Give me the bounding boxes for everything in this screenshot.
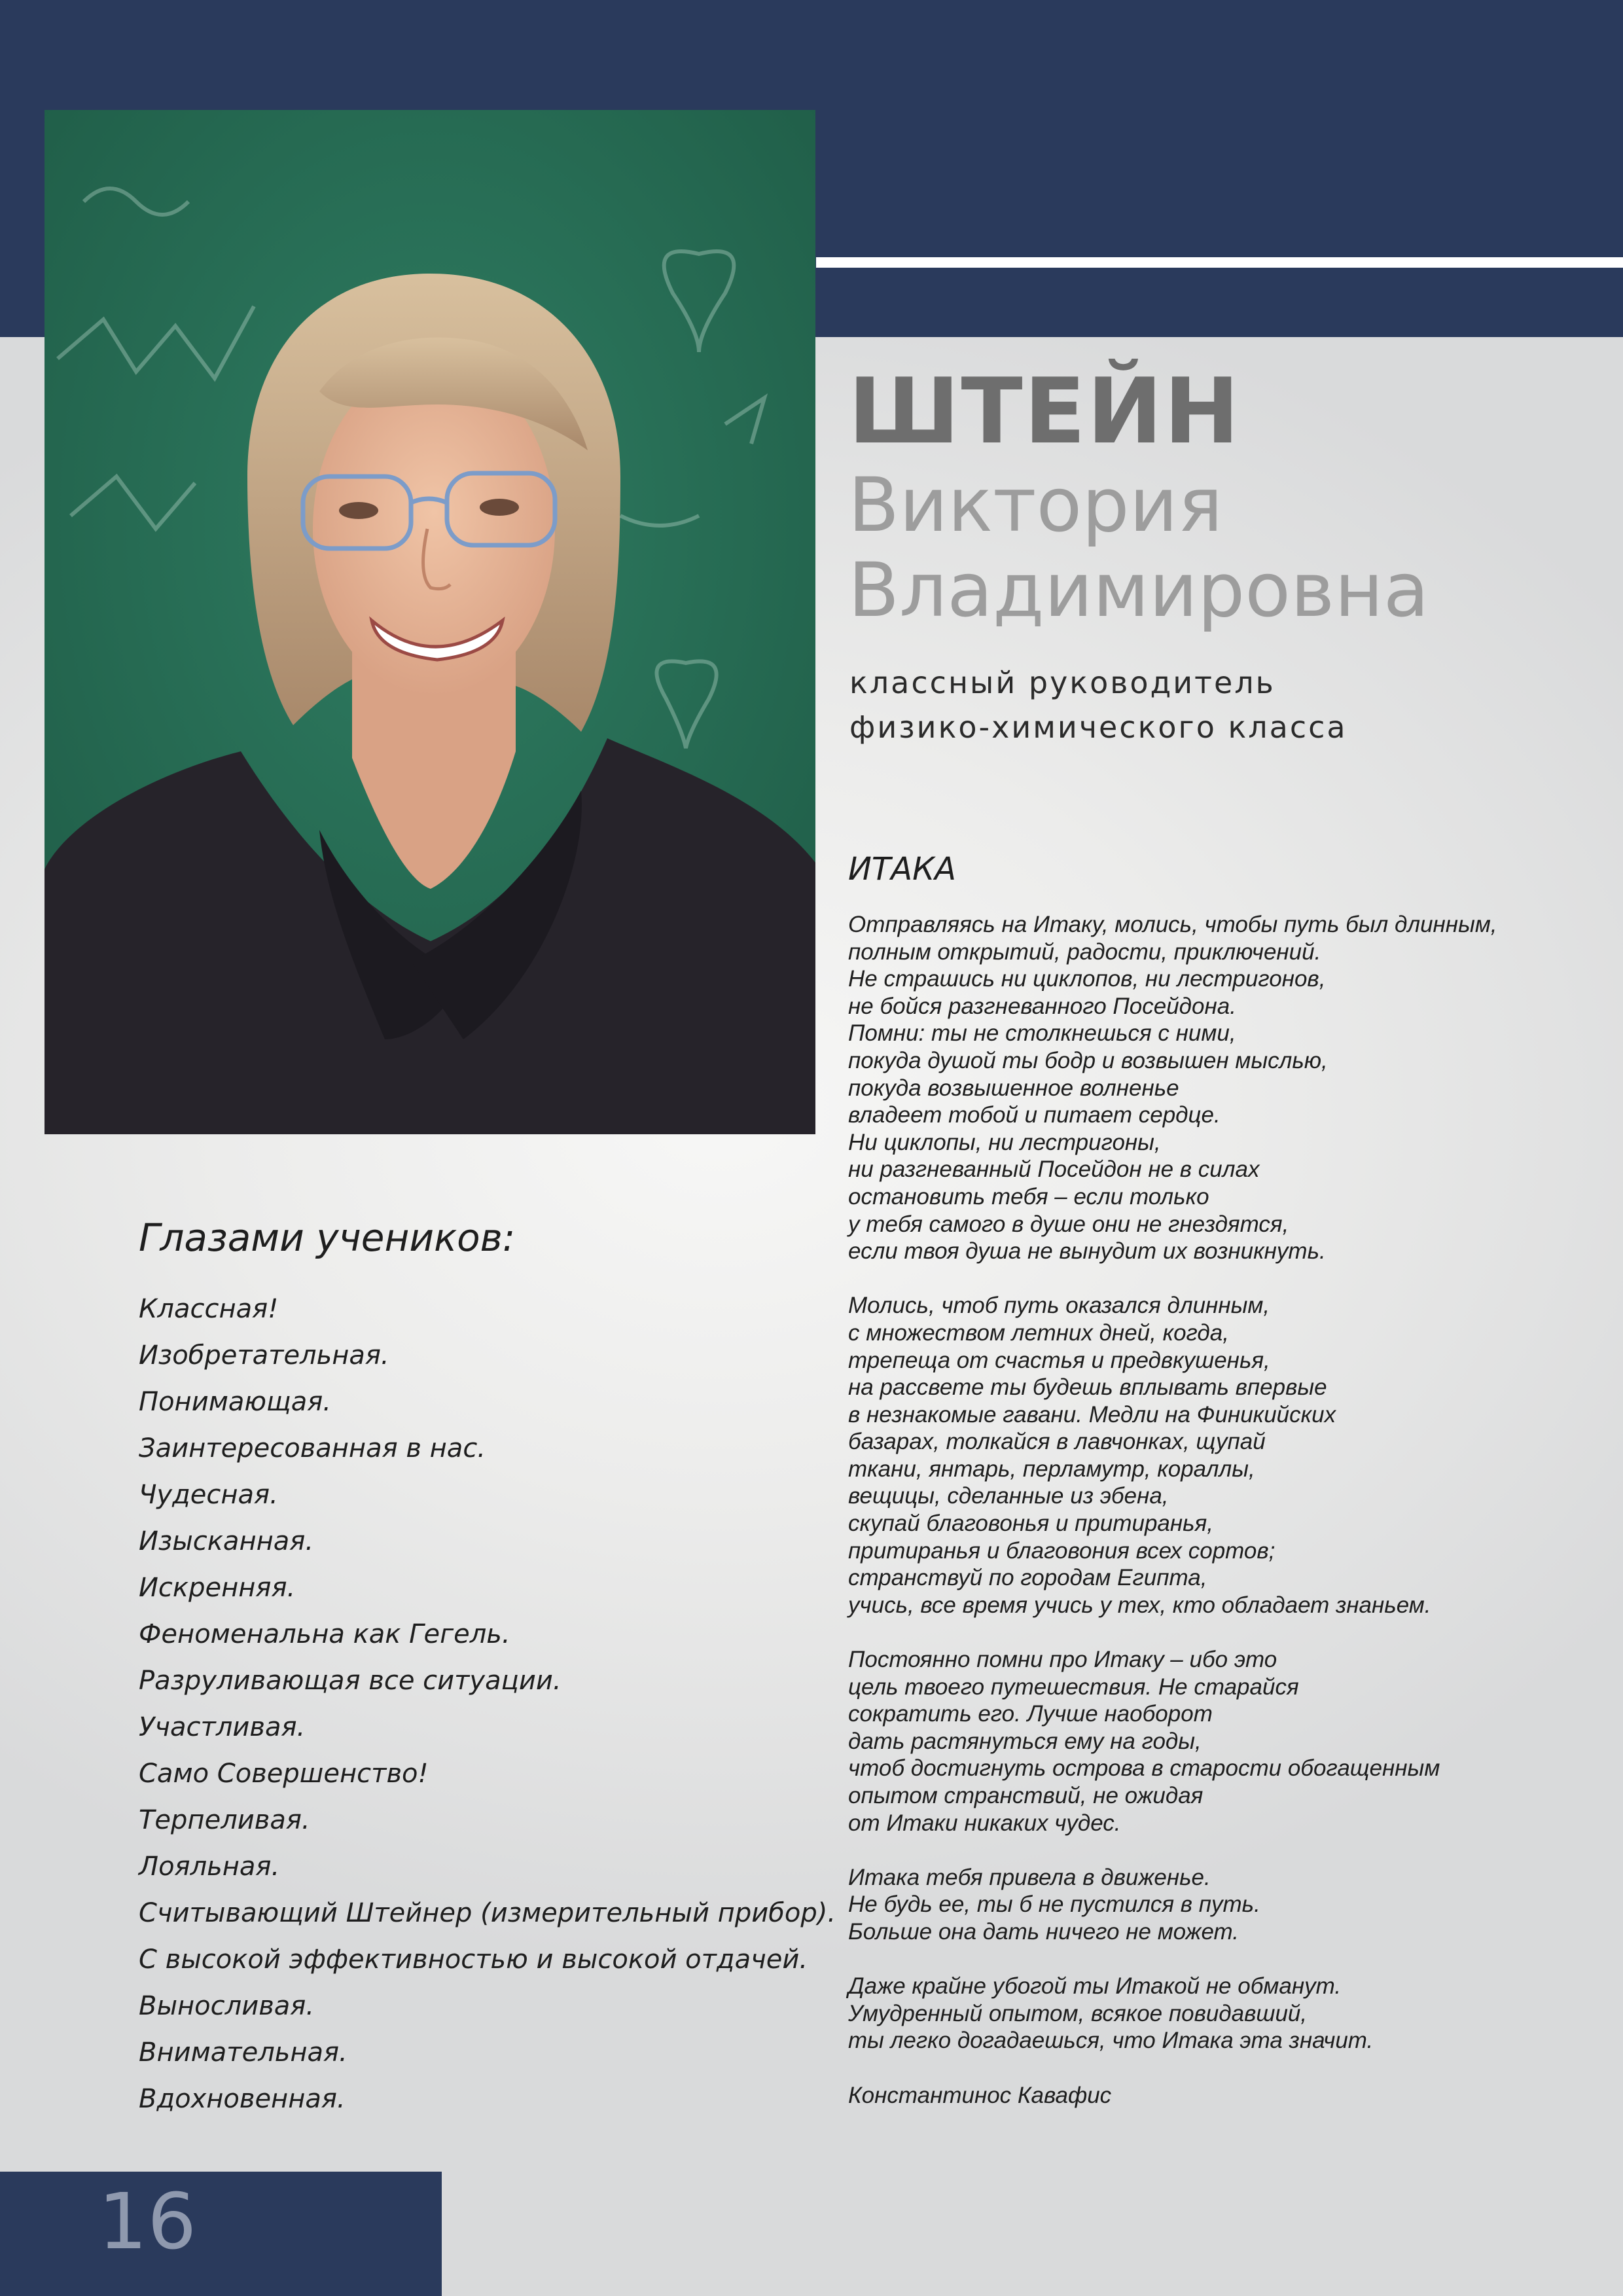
students-list-item: Участливая. (139, 1712, 306, 1742)
given-name: Виктория (848, 461, 1223, 548)
poem-line: на рассвете ты будешь вплывать впервые (848, 1374, 1327, 1401)
students-list-item: Лояльная. (139, 1852, 280, 1882)
header-stripe (816, 257, 1623, 268)
poem-line: полным открытий, радости, приключений. (848, 939, 1321, 965)
students-list-item: Чудесная. (139, 1480, 278, 1510)
poem-stanza (848, 1973, 1607, 2054)
poem-line: покуда возвышенное волненье (848, 1075, 1179, 1101)
students-title: Глазами учеников: (139, 1215, 516, 1260)
poem-line: учись, все время учись у тех, кто обладает знаньем. (848, 1592, 1431, 1618)
students-list-item: С высокой эффективностью и высокой отдачей. (139, 1945, 808, 1975)
students-list-item: Само Совершенство! (139, 1759, 429, 1789)
students-list (139, 1286, 836, 2123)
students-list-item: Считывающий Штейнер (измерительный прибор). (139, 1898, 836, 1928)
students-list-item: Терпеливая. (139, 1805, 310, 1835)
students-list-item: Внимательная. (139, 2037, 348, 2068)
students-list-item: Феноменальна как Гегель. (139, 1619, 510, 1649)
poem-line: если твоя душа не вынудит их возникнуть. (848, 1238, 1326, 1265)
poem-line: вещицы, сделанные из эбена, (848, 1483, 1169, 1509)
poem-line: от Итаки никаких чудес. (848, 1810, 1121, 1836)
poem-line: Итака тебя привела в движенье. (848, 1864, 1211, 1890)
students-list-item: Изобретательная. (139, 1340, 389, 1371)
poem-line: не бойся разгневанного Посейдона. (848, 993, 1236, 1019)
poem-text (848, 911, 1607, 2109)
poem-stanza (848, 1646, 1607, 1837)
poem-line: Помни: ты не столкнешься с ними, (848, 1020, 1236, 1047)
poem-line: Не будь ее, ты б не пустился в путь. (848, 1892, 1260, 1918)
poem-line: скупай благовонья и притиранья, (848, 1511, 1213, 1537)
poem-stanza (848, 1292, 1607, 1619)
poem-line: Ни циклопы, ни лестригоны, (848, 1129, 1161, 1155)
poem-line: дать растянуться ему на годы, (848, 1728, 1202, 1754)
poem-line: с множеством летних дней, когда, (848, 1319, 1229, 1346)
poem-line: Не страшись ни циклопов, ни лестригонов, (848, 966, 1326, 992)
poem-line: чтоб достигнуть острова в старости обогащенным (848, 1755, 1440, 1782)
students-list-item: Заинтересованная в нас. (139, 1433, 486, 1463)
students-list-item: Выносливая. (139, 1991, 315, 2021)
students-list-item: Разруливающая все ситуации. (139, 1666, 562, 1696)
poem-line: остановить тебя – если только (848, 1183, 1209, 1210)
students-list-item: Классная! (139, 1294, 279, 1324)
poem-author: Константинос Кавафис (848, 2082, 1112, 2108)
students-list-item: Изысканная. (139, 1526, 314, 1556)
page-number-box (0, 2172, 442, 2296)
poem-line: ты легко догадаешься, что Итака эта значит. (848, 2028, 1374, 2054)
students-list-item: Искренняя. (139, 1573, 296, 1603)
portrait-photo (45, 110, 815, 1134)
poem-line: цель твоего путешествия. Не старайся (848, 1674, 1299, 1700)
poem-title: ИТАКА (848, 851, 956, 888)
poem-line: у тебя самого в душе они не гнездятся, (848, 1211, 1289, 1237)
students-list-item: Вдохновенная. (139, 2084, 346, 2114)
poem-line: Больше она дать ничего не может. (848, 1918, 1240, 1945)
poem-line: в незнакомые гавани. Медли на Финикийских (848, 1401, 1336, 1427)
poem-line: опытом странствий, не ожидая (848, 1783, 1204, 1808)
page-number: 16 (98, 2176, 197, 2267)
poem-line: Постоянно помни про Итаку – ибо это (848, 1647, 1277, 1673)
patronymic: Владимировна (848, 547, 1429, 634)
poem-stanza (848, 911, 1607, 1265)
poem-line: ткани, янтарь, перламутр, кораллы, (848, 1456, 1255, 1482)
poem-line: притиранья и благовония всех сортов; (848, 1537, 1275, 1564)
poem-stanza (848, 1864, 1607, 1946)
poem-line: Молись, чтоб путь оказался длинным, (848, 1293, 1270, 1319)
surname: ШТЕЙН (848, 359, 1241, 464)
poem-line: Умудренный опытом, всякое повидавший, (848, 2000, 1308, 2026)
role-line-1: классный руководитель (849, 665, 1275, 700)
poem-line: базарах, толкайся в лавчонках, щупай (848, 1429, 1266, 1455)
poem-line: сократить его. Лучше наоборот (848, 1701, 1213, 1727)
poem-line: ни разгневанный Посейдон не в силах (848, 1157, 1260, 1183)
poem-line: трепеща от счастья и предвкушенья, (848, 1347, 1270, 1373)
poem-line: покуда душой ты бодр и возвышен мыслью, (848, 1047, 1328, 1073)
poem-line: Даже крайне убогой ты Итакой не обманут. (848, 1973, 1342, 2000)
students-list-item: Понимающая. (139, 1387, 332, 1417)
poem-line: странствуй по городам Египта, (848, 1565, 1207, 1591)
poem-line: Отправляясь на Итаку, молись, чтобы путь был длинным, (848, 912, 1497, 937)
poem-line: владеет тобой и питает сердце. (848, 1102, 1221, 1128)
role-line-2: физико-химического класса (849, 709, 1347, 745)
